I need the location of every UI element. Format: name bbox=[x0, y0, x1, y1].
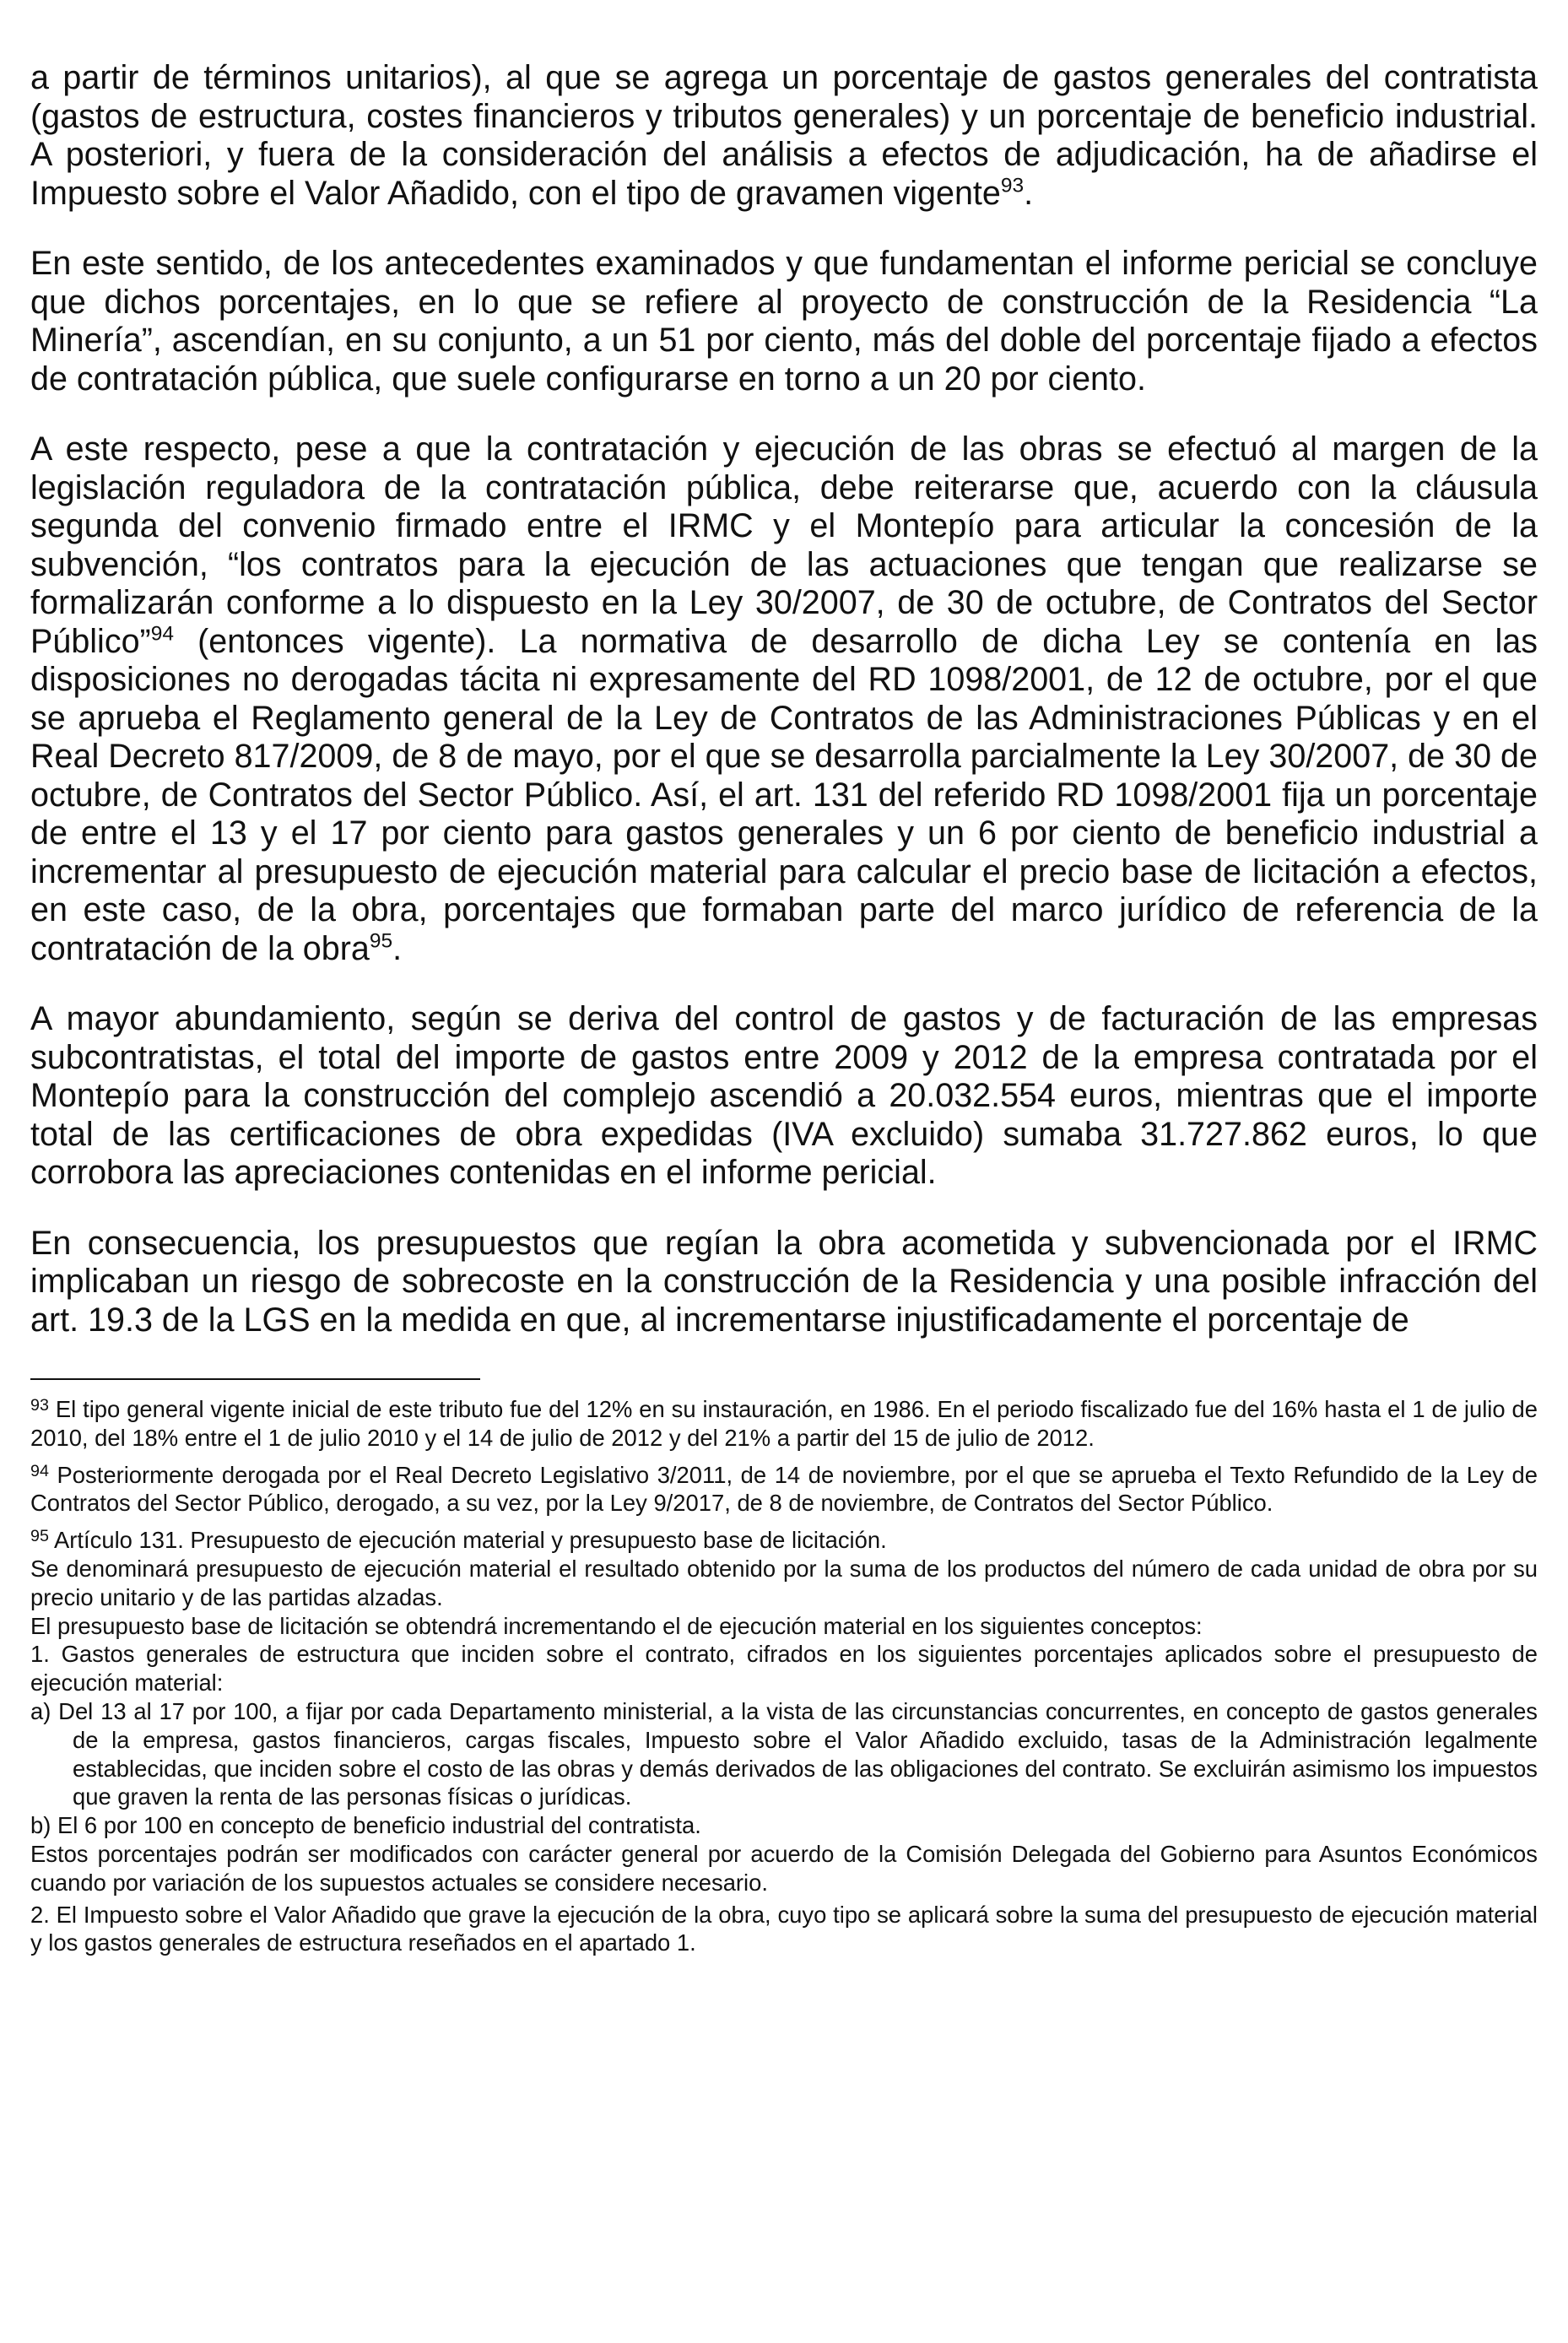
footnote-95-title-line bbox=[30, 1526, 1538, 1555]
paragraph-3 bbox=[30, 430, 1538, 968]
footnote-95-line-3: Estos porcentajes podrán ser modificados con carácter general por acuerdo de la Comisión Delegada del Gobierno para Asuntos Económicos cuando por variación de los supuestos actuales se considere necesario. bbox=[30, 1840, 1538, 1896]
footnote-93-text: El tipo general vigente inicial de este tributo fue del 12% en su instauración, en 1986. En el periodo fiscalizado fue del 16% hasta el 1 de julio de 2010, del 18% entre el 1 de julio 2010 y el 14 de julio de 2012 y del 21% a partir del 15 de julio de 2012. bbox=[30, 1396, 1538, 1451]
footnote-95-item-a: a) Del 13 al 17 por 100, a fijar por cada Departamento ministerial, a la vista de las circunstancias concurrentes, en concepto de gastos generales de la empresa, gastos financieros, cargas fiscales, Impuesto sobre el Valor Añadido excluido, tasas de la Administración legalmente establecidas, que inciden sobre el costo de las obras y demás derivados de las obligaciones del contrato. Se excluirán asimismo los impuestos que graven la renta de las personas físicas o jurídicas. bbox=[30, 1697, 1538, 1810]
footnote-ref-95: 95 bbox=[369, 928, 393, 952]
paragraph-3-text-a: A este respecto, pese a que la contratación y ejecución de las obras se efectuó al margen de la legislación reguladora de la contratación pública, debe reiterarse que, acuerdo con la cláusula segunda del convenio firmado entre el IRMC y el Montepío para articular la concesión de la subvención, “los contratos para la ejecución de las actuaciones que tengan que realizarse se formalizarán conforme a lo dispuesto en la Ley 30/2007, de 30 de octubre, de Contratos del Sector Público” bbox=[30, 430, 1538, 660]
paragraph-3-text-b: (entonces vigente). La normativa de desarrollo de dicha Ley se contenía en las disposiciones no derogadas tácita ni expresamente del RD 1098/2001, de 12 de octubre, por el que se aprueba el Reglamento general de la Ley de Contratos de las Administraciones Públicas y en el Real Decreto 817/2009, de 8 de mayo, por el que se desarrolla parcialmente la Ley 30/2007, de 30 de octubre, de Contratos del Sector Público. Así, el art. 131 del referido RD 1098/2001 fija un porcentaje de entre el 13 y el 17 por ciento para gastos generales y un 6 por ciento de beneficio industrial a incrementar al presupuesto de ejecución material para calcular el precio base de licitación a efectos, en este caso, de la obra, porcentajes que formaban parte del marco jurídico de referencia de la contratación de la obra bbox=[30, 622, 1538, 967]
footnote-ref-94: 94 bbox=[150, 621, 174, 645]
paragraph-4: A mayor abundamiento, según se deriva del control de gastos y de facturación de las empresas subcontratistas, el total del importe de gastos entre 2009 y 2012 de la empresa contratada por el Montepío para la construcción del complejo ascendió a 20.032.554 euros, mientras que el importe total de las certificaciones de obra expedidas (IVA excluido) sumaba 31.727.862 euros, lo que corrobora las apreciaciones contenidas en el informe pericial. bbox=[30, 1000, 1538, 1191]
paragraph-1 bbox=[30, 59, 1538, 213]
footnote-95-number: 95 bbox=[30, 1527, 49, 1546]
footnote-94-text: Posteriormente derogada por el Real Decreto Legislativo 3/2011, de 14 de noviembre, por el que se aprueba el Texto Refundido de la Ley de Contratos del Sector Público, derogado, a su vez, por la Ley 9/2017, de 8 de noviembre, de Contratos del Sector Público. bbox=[30, 1461, 1538, 1517]
footnote-95-item-1: 1. Gastos generales de estructura que inciden sobre el contrato, cifrados en los siguientes porcentajes aplicados sobre el presupuesto de ejecución material: bbox=[30, 1641, 1538, 1696]
body-text bbox=[30, 59, 1538, 1339]
footnote-95-title: Artículo 131. Presupuesto de ejecución material y presupuesto base de licitación. bbox=[48, 1527, 887, 1554]
paragraph-1-text: a partir de términos unitarios), al que se agrega un porcentaje de gastos generales del contratista (gastos de estructura, costes financieros y tributos generales) y un porcentaje de beneficio industrial. A posteriori, y fuera de la consideración del análisis a efectos de adjudicación, ha de añadirse el Impuesto sobre el Valor Añadido, con el tipo de gravamen vigente bbox=[30, 59, 1538, 212]
footnote-93-number: 93 bbox=[30, 1396, 49, 1415]
footnote-95-item-b: b) El 6 por 100 en concepto de beneficio industrial del contratista. bbox=[30, 1812, 701, 1839]
paragraph-2: En este sentido, de los antecedentes examinados y que fundamentan el informe pericial se concluye que dichos porcentajes, en lo que se refiere al proyecto de construcción de la Residencia “La Minería”, ascendían, en su conjunto, a un 51 por ciento, más del doble del porcentaje fijado a efectos de contratación pública, que suele configurarse en torno a un 20 por ciento. bbox=[30, 245, 1538, 398]
footnote-95-line-2: El presupuesto base de licitación se obtendrá incrementando el de ejecución material en los siguientes conceptos: bbox=[30, 1612, 1203, 1639]
document-page bbox=[30, 59, 1538, 1957]
footnote-94 bbox=[30, 1461, 1538, 1518]
footnote-95-line-1: Se denominará presupuesto de ejecución material el resultado obtenido por la suma de los productos del número de cada unidad de obra por su precio unitario y de las partidas alzadas. bbox=[30, 1555, 1538, 1610]
footnote-95-item-2: 2. El Impuesto sobre el Valor Añadido que grave la ejecución de la obra, cuyo tipo se aplicará sobre la suma del presupuesto de ejecución material y los gastos generales de estructura reseñados en el apartado 1. bbox=[30, 1901, 1538, 1956]
footnote-separator bbox=[30, 1378, 480, 1380]
paragraph-1-tail: . bbox=[1024, 174, 1034, 212]
paragraph-3-tail: . bbox=[392, 929, 403, 967]
footnote-94-number: 94 bbox=[30, 1461, 49, 1480]
footnote-93 bbox=[30, 1395, 1538, 1453]
footnotes bbox=[30, 1395, 1538, 1957]
footnote-ref-93: 93 bbox=[1000, 173, 1025, 197]
paragraph-5: En consecuencia, los presupuestos que regían la obra acometida y subvencionada por el IRMC implicaban un riesgo de sobrecoste en la construcción de la Residencia y una posible infracción del art. 19.3 de la LGS en la medida en que, al incrementarse injustificadamente el porcentaje de bbox=[30, 1224, 1538, 1339]
